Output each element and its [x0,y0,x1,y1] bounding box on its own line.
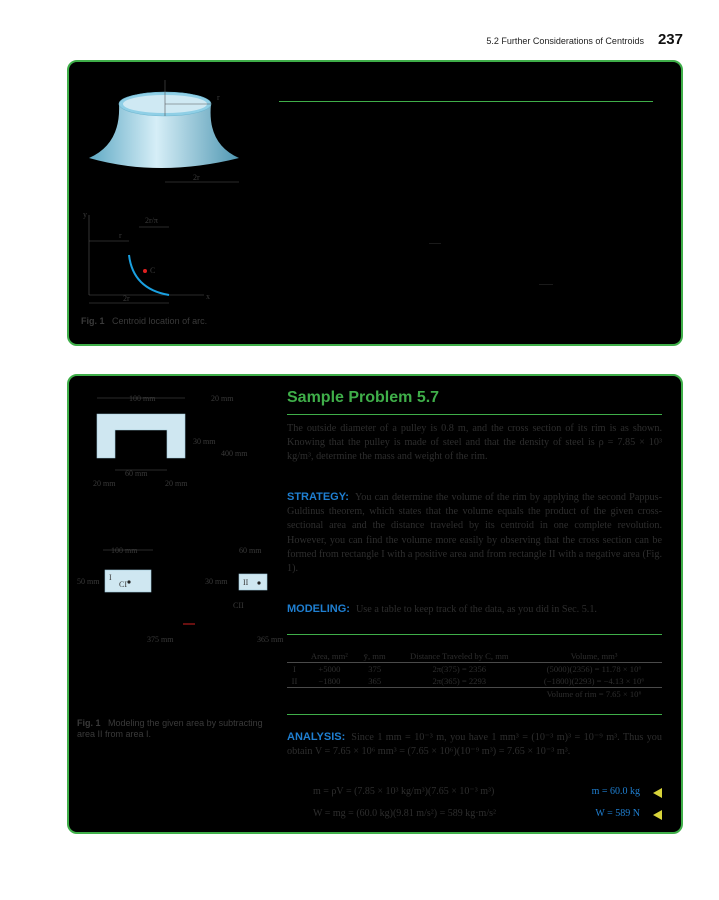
problem-text: The outside diameter of a pulley is 0.8 m, and the cross section of its rim is as shown. Knowing that the pulley is made of steel and that the density of steel is ρ = 7.85 × 10³ kg/m³, determine the mass and weight of the rim. [287,423,662,463]
table-total-row [287,688,662,701]
label-2r-bottom: 2r [123,294,130,303]
strategy-paragraph [287,490,662,576]
arc-figure [79,207,219,307]
dim-100: 100 mm [129,394,156,403]
axis-x-label: x [206,292,210,301]
running-head [486,31,683,49]
table-cell: (−1800)(2293) = −4.13 × 10⁶ [543,676,645,686]
table-row [287,663,662,676]
dim-400: 400 mm [221,449,248,458]
answer-marker-icon [653,788,662,798]
data-table [287,634,662,700]
dim-30b: 30 mm [205,577,228,586]
label-r: r [119,231,122,240]
table-header: Distance Traveled by C, mm [409,651,509,661]
weight-equation: W = mg = (60.0 kg)(9.81 m/s²) = 589 kg·m/s² [313,808,496,819]
centroid-i [127,580,130,583]
weight-answer: W = 589 N [595,808,640,819]
label-rect-i: I [109,573,112,582]
top-green-rule [279,101,653,102]
label-ci: CI [119,580,127,589]
result-mass [287,786,662,802]
answer-marker-icon [653,810,662,820]
centroid-point [143,269,147,273]
label-2r-over-pi: 2r/π [145,216,158,225]
modeling-paragraph [287,602,662,617]
modeling-figure [73,536,287,706]
page-number: 237 [657,31,683,48]
surface-of-revolution-figure [79,74,269,194]
dim-60: 60 mm [125,469,148,478]
table-header: Area, mm² [310,651,348,661]
table-cell: +5000 [318,664,341,674]
problem-statement [287,422,662,465]
axis-y-label: y [83,210,87,219]
top-fig-label: Fig. 1 [81,316,105,326]
table-header: ȳ, mm [363,651,386,661]
centroid-ii [257,581,260,584]
result-weight [287,808,662,824]
table-header-row [287,635,662,663]
table-total: Volume of rim = 7.65 × 10⁶ [546,689,642,699]
table-bottom-rule [287,714,662,715]
table-cell: 365 [368,676,382,686]
table-row [287,675,662,688]
strategy-text: You can determine the volume of the rim by applying the second Pappus-Guldinus theorem, which states that the volume equals the product of the given cross-sectional area and the distance traveled by its centroid in one complete revolution. However, you can find the volume more easily by observing that the cross section can be formed from rectangle I with a positive area and from rectangle II with a negative area (Fig. 1). [287,492,662,575]
table-cell: I [293,664,296,674]
label-cii: CII [233,601,244,610]
model-fig-caption-text: Modeling the given area by subtracting area II from area I. [77,718,263,739]
dim-20-left: 20 mm [93,479,116,488]
dim-60b: 60 mm [239,546,262,555]
rim-cross-section-figure [75,388,281,506]
dim-100b: 100 mm [111,546,138,555]
modeling-text: Use a table to keep track of the data, as you did in Sec. 5.1. [355,604,597,615]
mass-answer: m = 60.0 kg [591,786,640,797]
dim-20-top: 20 mm [211,394,234,403]
dim-20-right: 20 mm [165,479,188,488]
faint-mark-2 [539,284,553,285]
analysis-paragraph [287,730,662,759]
top-panel [67,60,683,346]
table-cell: 375 [368,664,382,674]
table-cell: (5000)(2356) = 11.78 × 10⁶ [546,664,642,674]
running-title: 5.2 Further Considerations of Centroids [486,36,644,46]
top-fig-caption [81,316,207,327]
dim-375: 375 mm [147,635,174,644]
label-rect-ii: II [243,578,249,587]
mass-equation: m = ρV = (7.85 × 10³ kg/m³)(7.65 × 10⁻³ m³) [313,786,495,797]
strategy-label: STRATEGY: [287,491,349,503]
table-header [287,635,302,663]
label-c: C [150,266,156,275]
dim-2r: 2r [193,173,200,182]
quarter-arc [129,255,169,295]
dim-r: r [217,93,220,102]
dim-365: 365 mm [257,635,284,644]
analysis-label: ANALYSIS: [287,731,346,743]
sample-problem-title: Sample Problem 5.7 [287,389,440,406]
analysis-text: Since 1 mm = 10⁻³ m, you have 1 mm³ = (10⁻³ m)³ = 10⁻⁹ m³. Thus you obtain V = 7.65 × 10⁶ mm³ = (7.65 × 10⁶)(10⁻⁹ m³) = 7.65 × 10⁻³ m³. [287,732,662,758]
table-header: Volume, mm³ [570,651,618,661]
u-channel-shape [97,414,185,458]
model-fig-label: Fig. 1 [77,718,101,728]
table-cell: −1800 [318,676,341,686]
dim-50: 50 mm [77,577,100,586]
top-fig-caption-text: Centroid location of arc. [112,316,208,326]
modeling-label: MODELING: [287,603,350,615]
title-green-rule [287,414,662,415]
table-cell: II [291,676,298,686]
table-cell: 2π(365) = 2293 [432,676,487,686]
model-fig-caption [77,718,267,740]
table-cell: 2π(375) = 2356 [432,664,487,674]
sample-problem-panel [67,374,683,834]
dim-30: 30 mm [193,437,216,446]
faint-mark-1 [429,243,441,244]
